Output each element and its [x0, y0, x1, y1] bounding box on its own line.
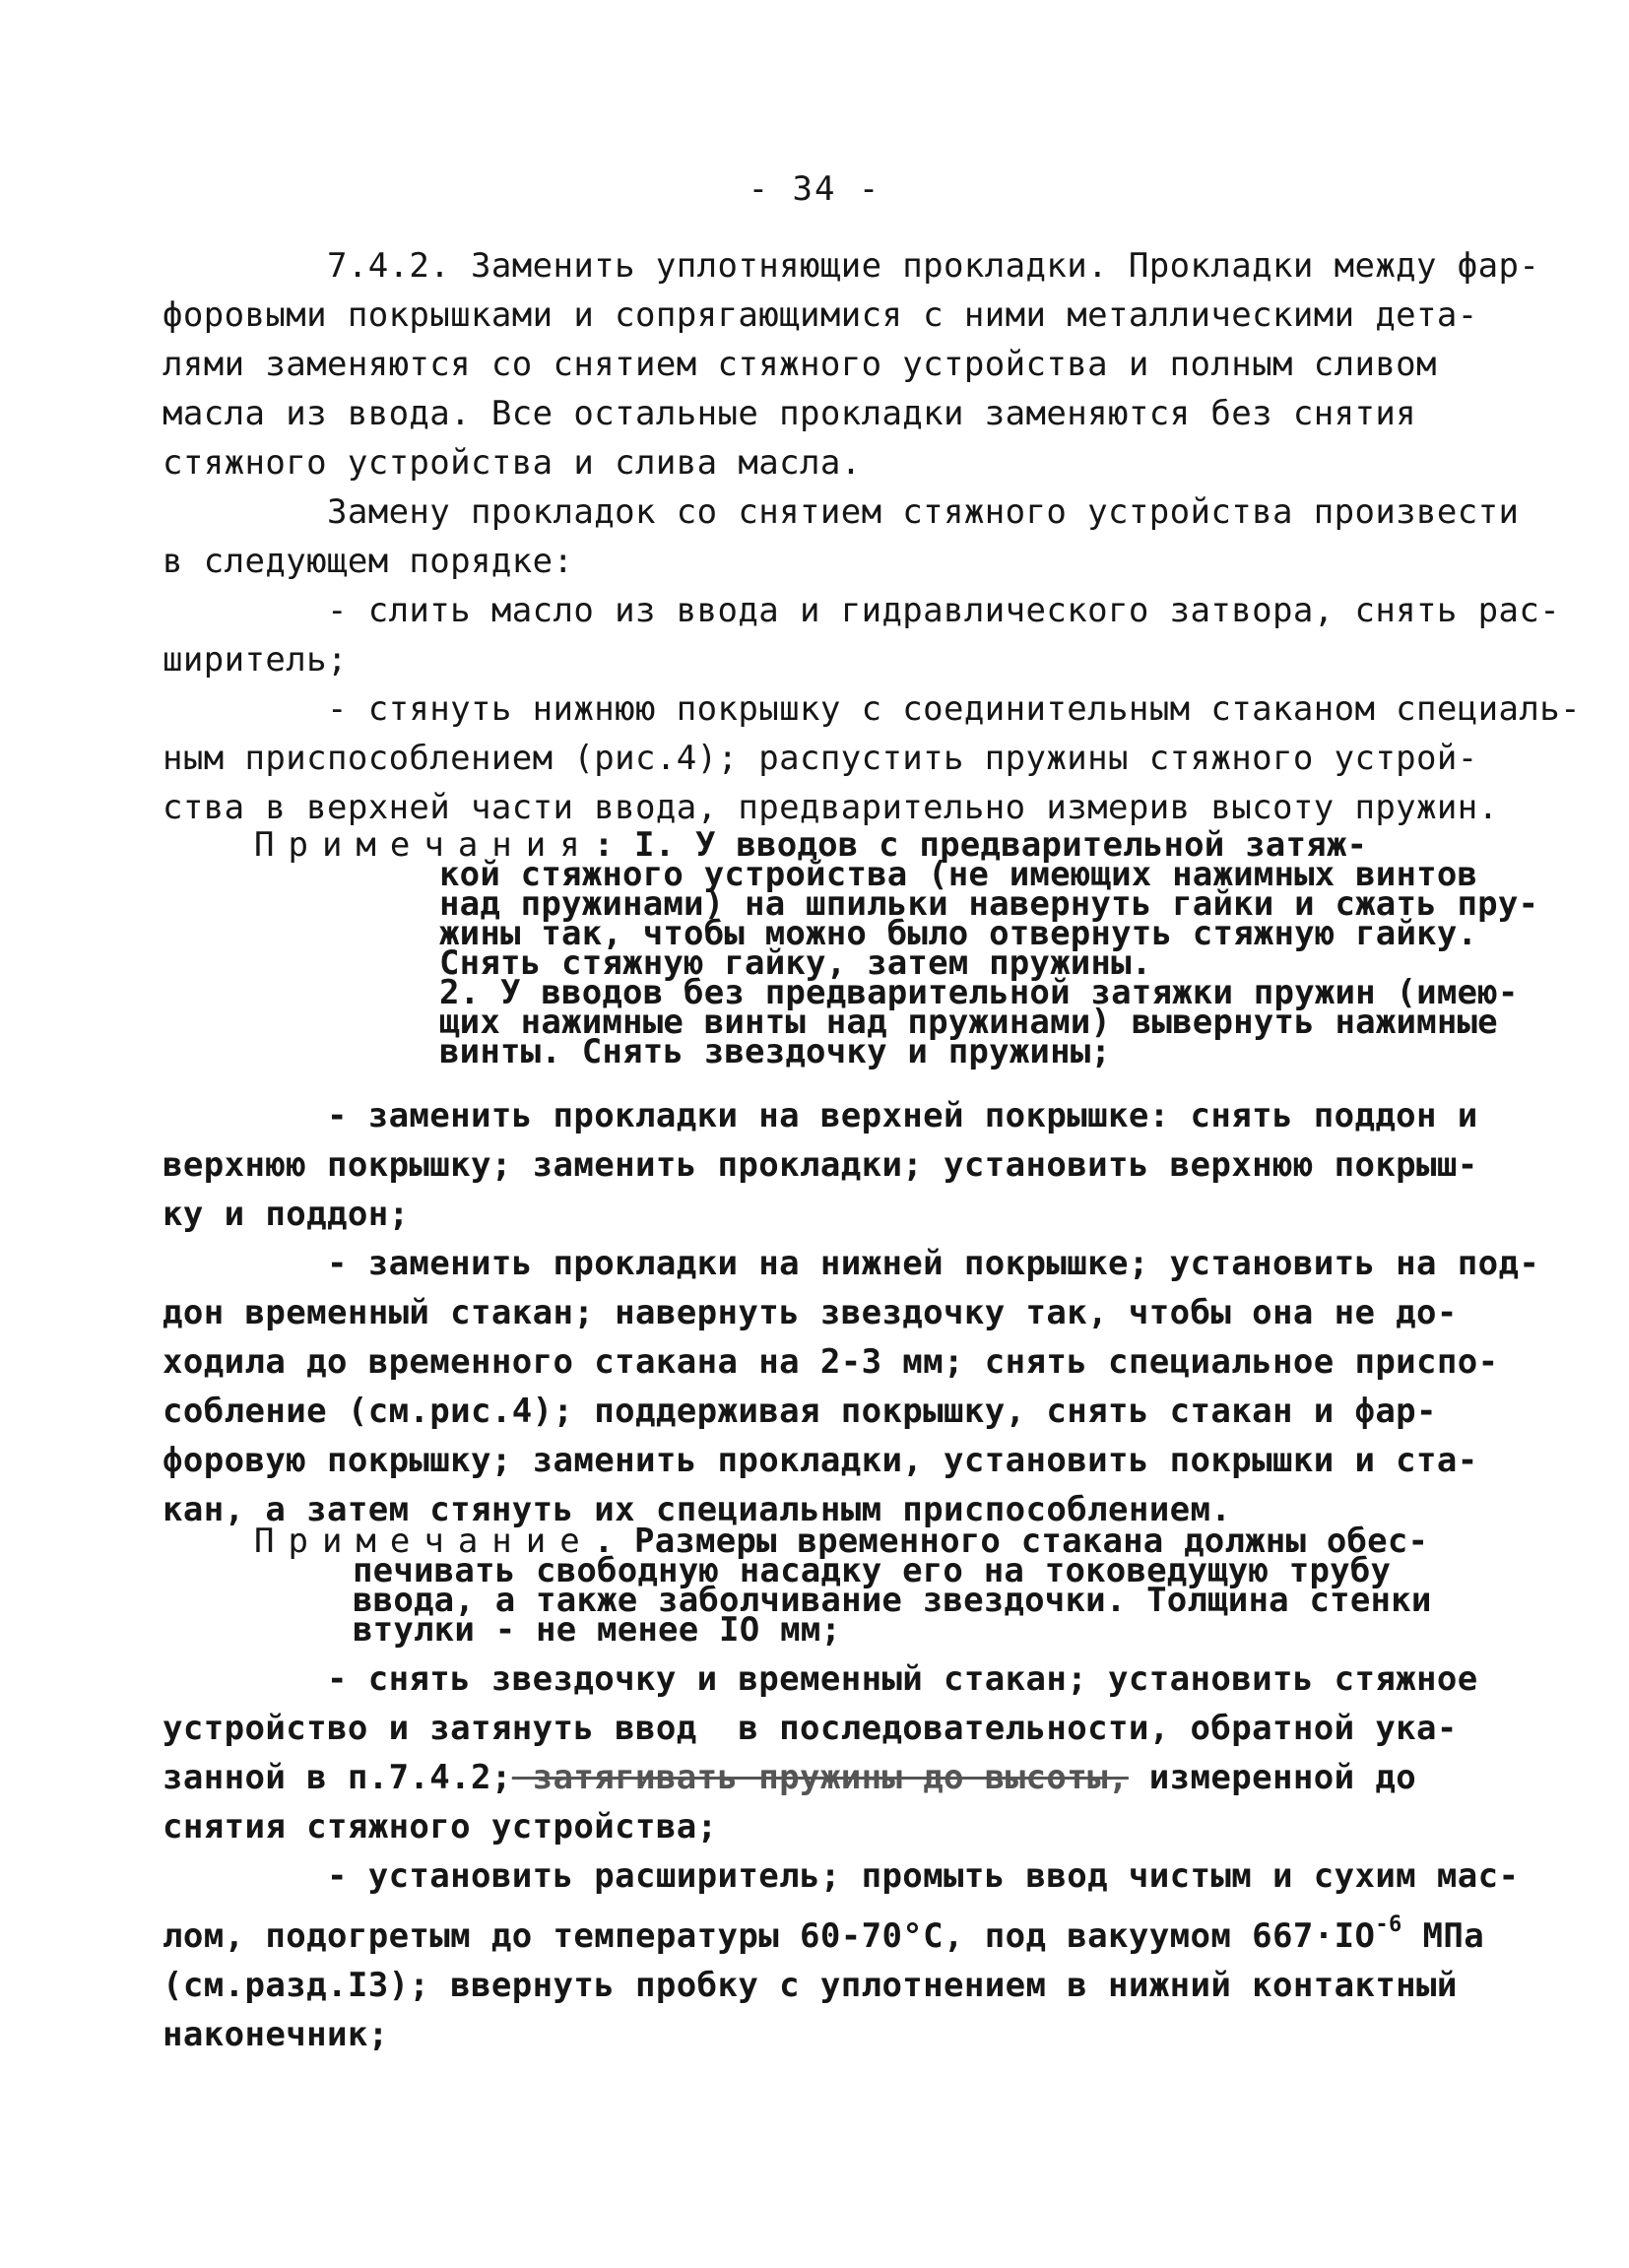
struck-text: затягивать пружины до высоты, [511, 1758, 1129, 1797]
text-line: - снять звездочку и временный стакан; установить стяжное [163, 1659, 1478, 1699]
note-text: . Размеры временного стакана должны обес- [593, 1522, 1429, 1561]
text-line: в следующем порядке: [163, 542, 574, 581]
text-line: лями заменяются со снятием стяжного устройства и полным сливом [163, 345, 1437, 384]
section-7-4-2 [163, 241, 1582, 832]
text-line: снятия стяжного устройства; [163, 1807, 718, 1847]
note-label: Примечание [254, 1522, 594, 1561]
text-line: (см.разд.I3); ввернуть пробку с уплотнением в нижний контактный [163, 1966, 1458, 2005]
note-line: кой стяжного устройства (не имеющих нажимных винтов [439, 855, 1478, 894]
note-line: печивать свободную насадку его на токоведущую трубу [353, 1551, 1392, 1590]
text-line: масла из ввода. Все остальные прокладки заменяются без снятия [163, 394, 1417, 433]
text-line [163, 1753, 1472, 1802]
text-line: - установить расширитель; промыть ввод чистым и сухим мас- [163, 1856, 1520, 1896]
text-segment: МПа [1401, 1916, 1485, 1956]
note-block-1 [254, 825, 1539, 1071]
text-line: Замену прокладок со снятием стяжного устройства произвести [163, 492, 1520, 532]
text-line: собление (см.рис.4); поддерживая покрышку, снять стакан и фар- [163, 1392, 1437, 1431]
page-number: - 34 - [748, 169, 881, 209]
text-line: устройство и затянуть ввод в последовательности, обратной ука- [163, 1709, 1458, 1748]
note-line: жины так, чтобы можно было отвернуть стяжную гайку. [439, 914, 1478, 953]
text-line: 7.4.2. Заменить уплотняющие прокладки. Прокладки между фар- [163, 246, 1540, 286]
text-line: ства в верхней части ввода, предварительно измерив высоту пружин. [163, 788, 1499, 827]
text-line: ку и поддон; [163, 1195, 410, 1234]
assembly-steps [163, 1654, 1520, 2059]
note-label: Примечания [254, 825, 594, 865]
note-line: втулки - не менее IO мм; [353, 1610, 842, 1650]
note-line: над пружинами) на шпильки навернуть гайки и сжать пру- [439, 884, 1539, 924]
note-line: 2. У вводов без предварительной затяжки пружин (имею- [439, 973, 1519, 1012]
text-line: кан, а затем стянуть их специальным приспособлением. [163, 1490, 1232, 1529]
note-line: винты. Снять звездочку и пружины; [439, 1032, 1112, 1071]
text-line: стяжного устройства и слива масла. [163, 443, 862, 483]
text-line: ным приспособлением (рис.4); распустить пружины стяжного устрой- [163, 739, 1478, 778]
text-line: - стянуть нижнюю покрышку с соединительным стаканом специаль- [163, 689, 1582, 729]
text-segment: измеренной до [1128, 1758, 1417, 1797]
text-line: ходила до временного стакана на 2-3 мм; снять специальное приспо- [163, 1342, 1499, 1382]
text-line: дон временный стакан; навернуть звездочку так, чтобы она не до- [163, 1293, 1458, 1332]
text-line: ширитель; [163, 640, 348, 680]
text-line: наконечник; [163, 2015, 389, 2054]
text-segment: занной в п.7.4.2; [163, 1758, 512, 1797]
note-line: Снять стяжную гайку, затем пружины. [439, 943, 1152, 983]
text-line: верхнюю покрышку; заменить прокладки; установить верхнюю покрыш- [163, 1145, 1478, 1185]
text-line [163, 1901, 1485, 1961]
text-line: - заменить прокладки на верхней покрышке: снять поддон и [163, 1096, 1478, 1135]
replacement-steps [163, 1091, 1540, 1534]
note-line: щих нажимные винты над пружинами) вывернуть нажимные [439, 1003, 1498, 1042]
text-line: форовую покрышку; заменить прокладки, установить покрышки и ста- [163, 1441, 1478, 1480]
text-line: - заменить прокладки на нижней покрышке; установить на под- [163, 1244, 1540, 1283]
note-text: : I. У вводов с предварительной затяж- [593, 825, 1368, 865]
text-line: форовыми покрышками и сопрягающимися с ними металлическими дета- [163, 295, 1478, 335]
note-block-2 [254, 1522, 1534, 1650]
superscript: -6 [1375, 1912, 1402, 1937]
note-line: ввода, а также заболчивание звездочки. Толщина стенки [353, 1581, 1432, 1620]
text-line: - слить масло из ввода и гидравлического затвора, снять рас- [163, 591, 1561, 630]
text-segment: лом, подогретым до температуры 60-70°С, под вакуумом 667·IO [163, 1916, 1376, 1956]
